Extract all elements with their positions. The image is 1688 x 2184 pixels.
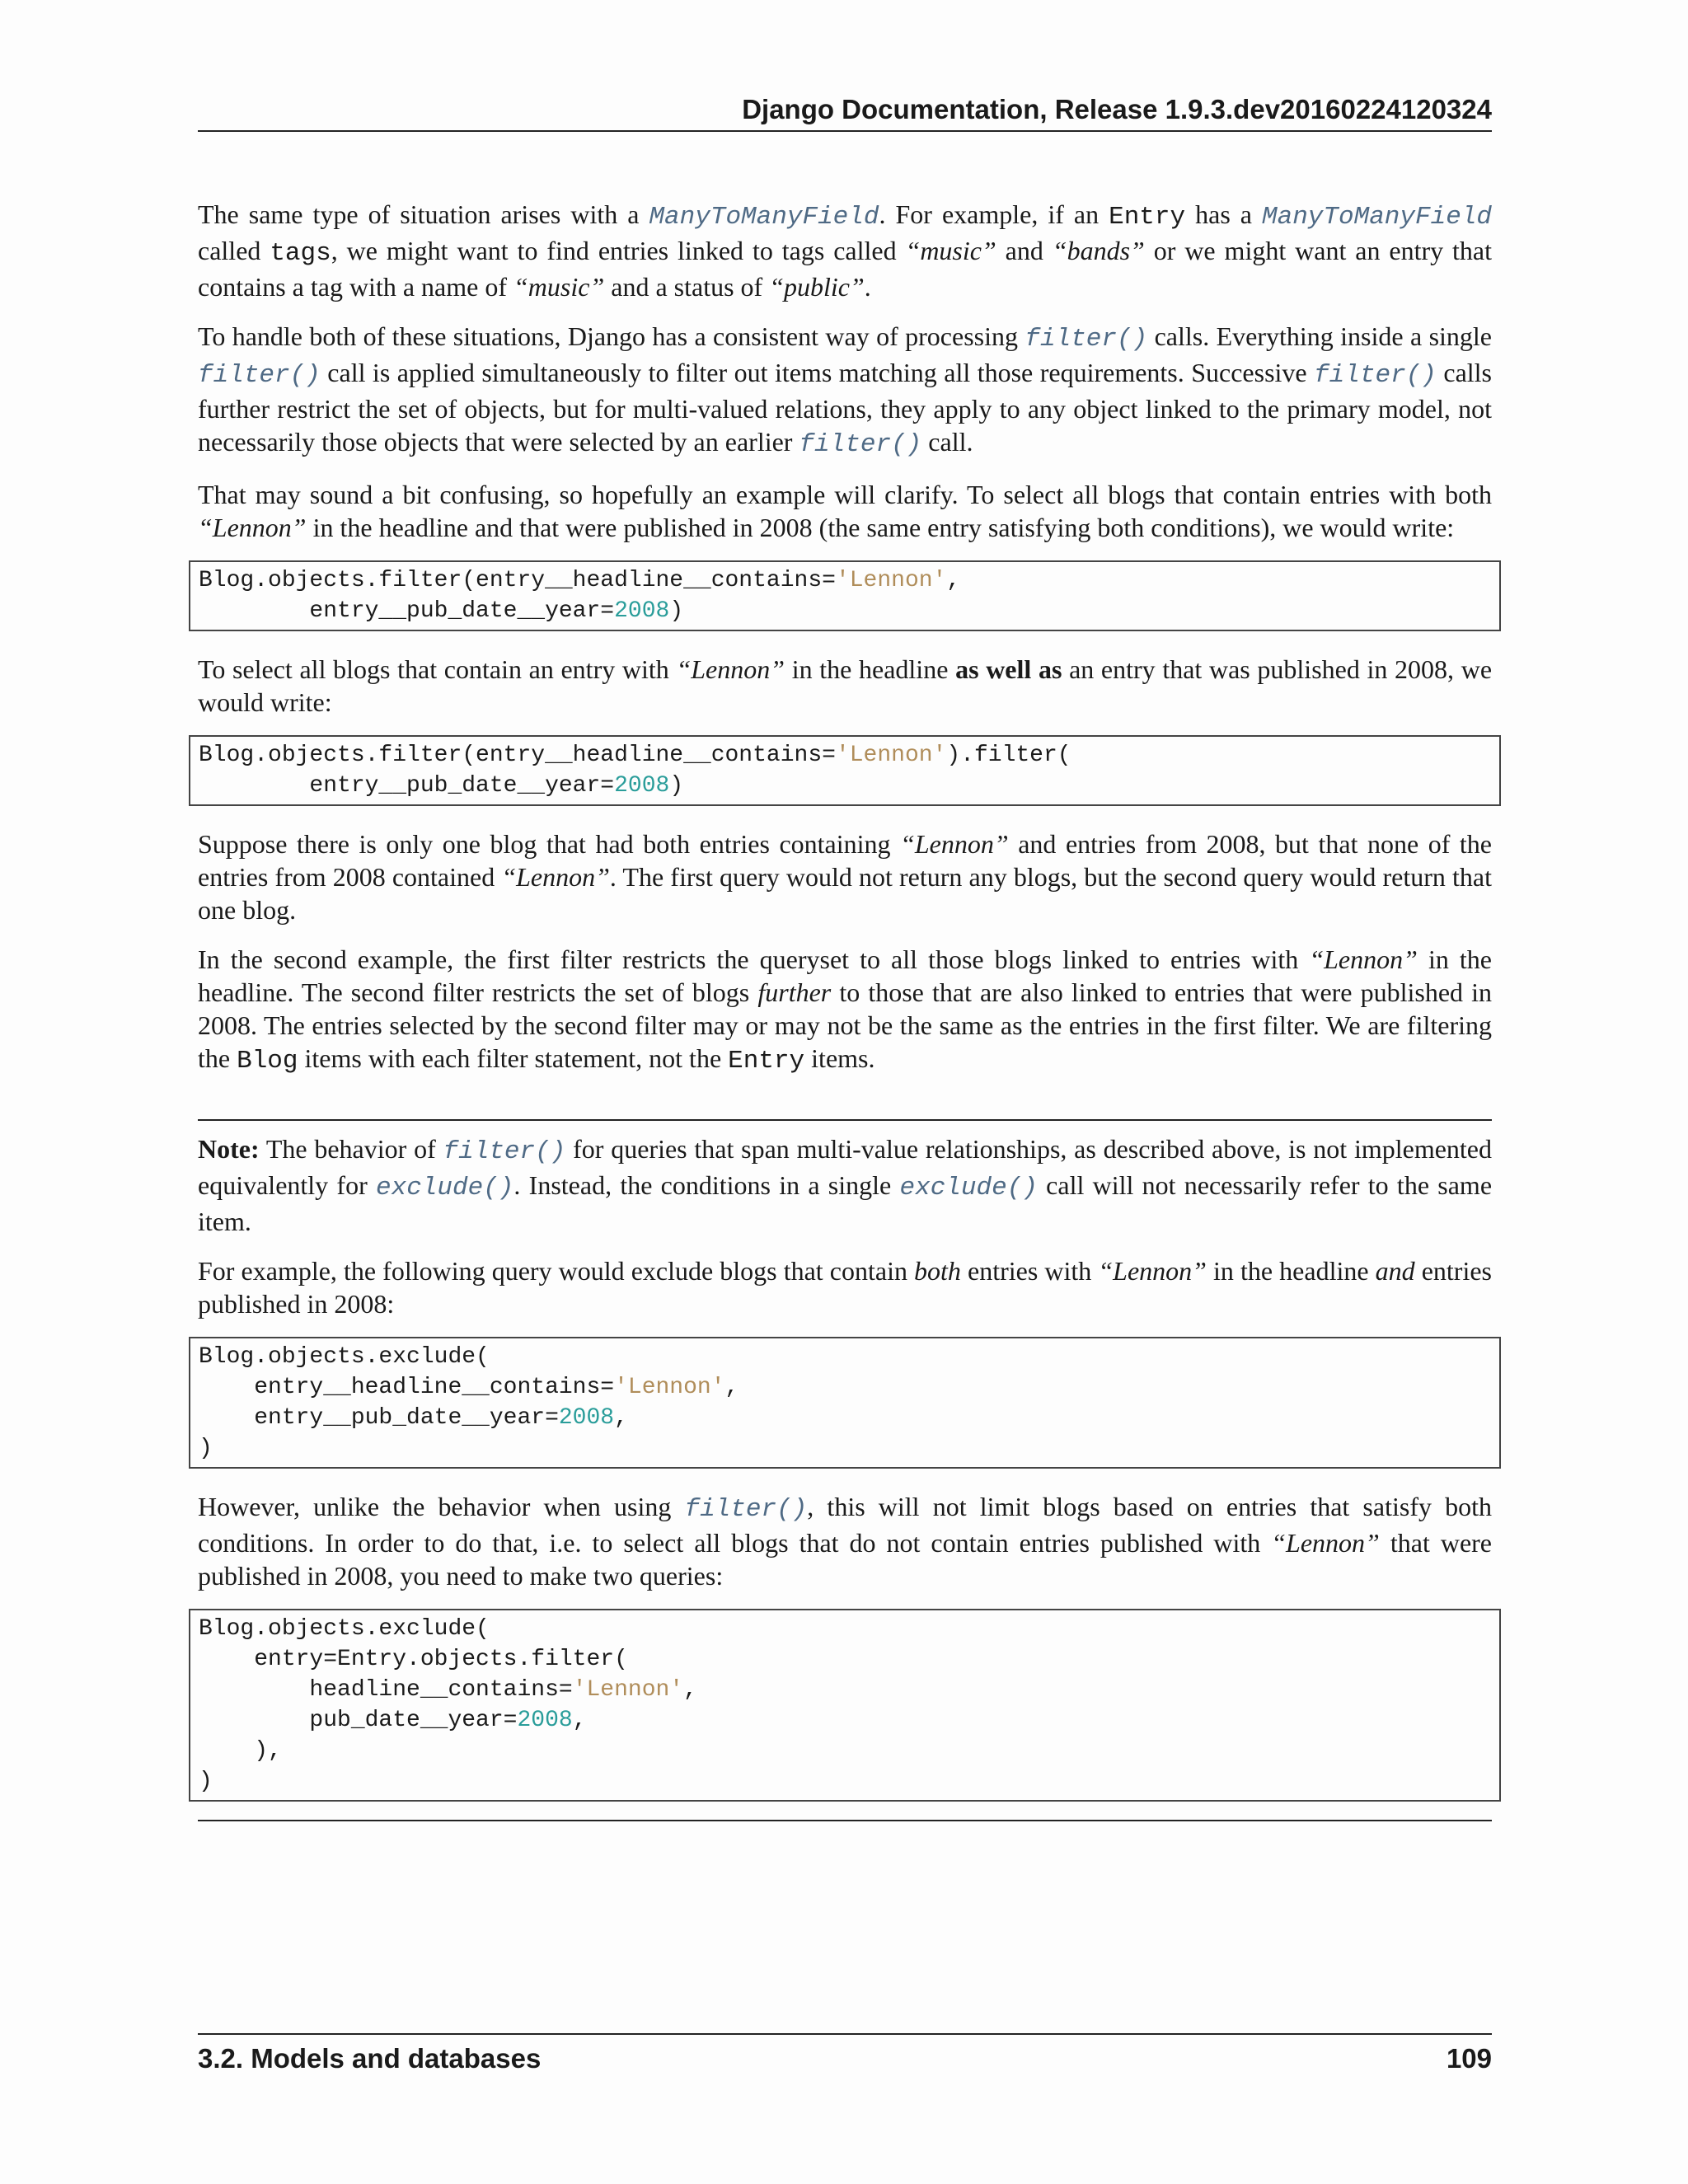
paragraph-example-intro: That may sound a bit confusing, so hopefully an example will clarify. To select all blogs that contain entries with both “Lennon” in the headline and that were published in 2008 (the same entry satisfying both conditions), we would write: — [198, 480, 1492, 542]
page-number: 109 — [1446, 2043, 1492, 2074]
note-admonition — [198, 1119, 1492, 1821]
filter-link[interactable]: filter() — [1314, 361, 1437, 390]
page-content — [198, 198, 1492, 1821]
paragraph-second-example: In the second example, the first filter restricts the queryset to all those blogs linked to entries with “Lennon” in the headline. The second filter restricts the set of blogs further to those that are also linked to entries that were published in 2008. The entries selected by the second filter may or may not be the same as the entries in the first filter. We are filtering the Blog items with each filter statement, not the Entry items. — [198, 944, 1493, 1076]
note-example-paragraph: For example, the following query would exclude blogs that contain both entries with “Lennon” in the headline and entries published in 2008: — [198, 1256, 1492, 1319]
filter-link[interactable]: filter() — [443, 1137, 566, 1166]
exclude-link[interactable]: exclude() — [899, 1174, 1038, 1202]
running-header: Django Documentation, Release 1.9.3.dev20160224120324 — [742, 94, 1492, 124]
header-divider — [198, 130, 1492, 132]
filter-link[interactable]: filter() — [1025, 325, 1148, 354]
footer-divider — [198, 2033, 1492, 2035]
manytomanyfield-link[interactable]: ManyToManyField — [649, 203, 879, 232]
code-block-single-filter: Blog.objects.filter(entry__headline__contains='Lennon', entry__pub_date__year=2008) — [189, 560, 1501, 631]
footer-section-title: 3.2. Models and databases — [198, 2043, 542, 2074]
filter-link[interactable]: filter() — [799, 430, 922, 459]
code-block-exclude-subquery: Blog.objects.exclude( entry=Entry.objects.filter( headline__contains='Lennon', pub_date__year=2008, ), ) — [189, 1609, 1501, 1802]
note-however-paragraph: However, unlike the behavior when using filter(), this will not limit blogs based on entries that satisfy both conditions. In order to do that, i.e. to select all blogs that do not contain entries published with “Lennon” that were published in 2008, you need to make two queries: — [198, 1492, 1493, 1591]
paragraph-manytomany: The same type of situation arises with a ManyToManyField. For example, if an Entry has a ManyToManyField called tags, we might want to find entries linked to tags called “music” and “bands” or we might want an entry that contains a tag with a name of “music” and a status of “public”. — [198, 199, 1493, 302]
note-label: Note: — [198, 1134, 260, 1164]
code-block-chained-filter: Blog.objects.filter(entry__headline__contains='Lennon').filter( entry__pub_date__year=2008) — [189, 735, 1501, 806]
filter-link[interactable]: filter() — [684, 1495, 808, 1524]
filter-link[interactable]: filter() — [198, 361, 321, 390]
manytomanyfield-link[interactable]: ManyToManyField — [1261, 203, 1493, 232]
inline-code: Entry — [1109, 203, 1186, 232]
paragraph-as-well-as: To select all blogs that contain an entry with “Lennon” in the headline as well as an entry that was published in 2008, we would write: — [198, 654, 1493, 717]
paragraph-suppose: Suppose there is only one blog that had both entries containing “Lennon” and entries from 2008, but that none of the entries from 2008 contained “Lennon”. The first query would not return any blogs, but the second query would return that one blog. — [198, 829, 1493, 925]
exclude-link[interactable]: exclude() — [375, 1174, 514, 1202]
inline-code: Entry — [728, 1047, 805, 1076]
inline-code: Blog — [237, 1047, 298, 1076]
code-block-exclude: Blog.objects.exclude( entry__headline__contains='Lennon', entry__pub_date__year=2008, ) — [189, 1337, 1501, 1469]
note-paragraph: Note: The behavior of filter() for queries that span multi-value relationships, as described above, is not implemented equivalently for exclude(). Instead, the conditions in a single exclude() call will not necessarily refer to the same item. — [198, 1134, 1493, 1236]
inline-code: tags — [270, 239, 331, 268]
paragraph-filter-processing: To handle both of these situations, Django has a consistent way of processing filter() calls. Everything inside a single filter() call is applied simultaneously to filter out items matching all those requirements. Successive filter() calls further restrict the set of objects, but for multi-valued relations, they apply to any object linked to the primary model, not necessarily those objects that were selected by an earlier filter() call. — [198, 321, 1493, 459]
